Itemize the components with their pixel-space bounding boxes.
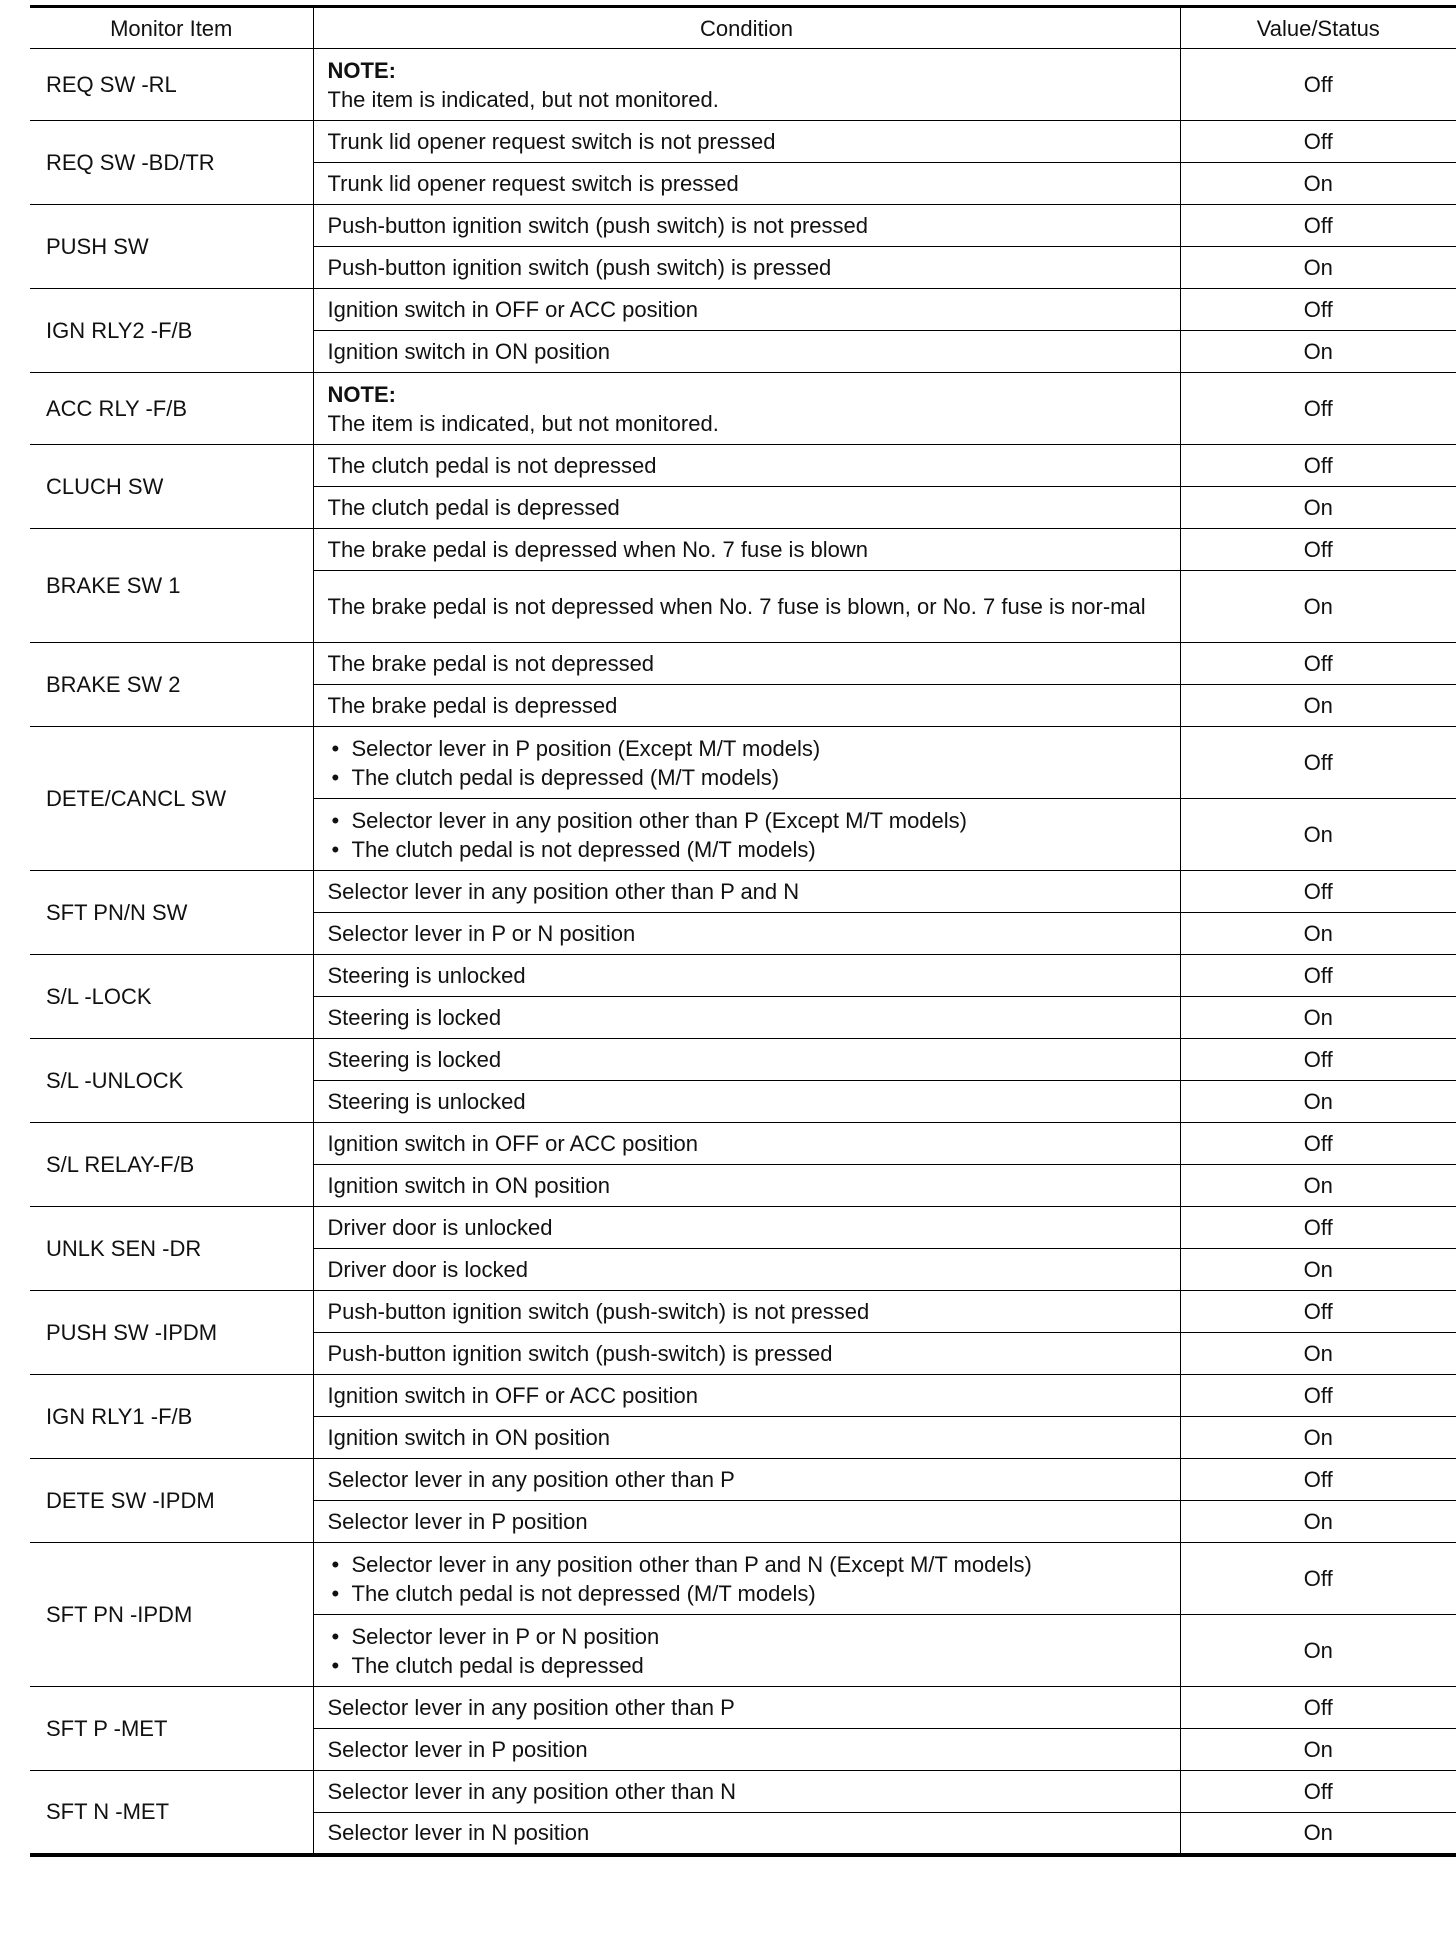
condition-bullet: • Selector lever in P position (Except M/T models) [328,734,1166,763]
monitor-item-cell: BRAKE SW 2 [30,643,313,727]
value-status-cell: On [1180,163,1456,205]
condition-cell: Push-button ignition switch (push switch) is pressed [313,247,1180,289]
condition-cell: Ignition switch in ON position [313,1165,1180,1207]
value-status-cell: On [1180,487,1456,529]
condition-cell: Steering is locked [313,997,1180,1039]
table-row [30,1291,1456,1333]
value-status-cell: Off [1180,529,1456,571]
monitor-item-cell: REQ SW -RL [30,49,313,121]
condition-cell: Ignition switch in ON position [313,331,1180,373]
condition-cell [313,1615,1180,1687]
value-status-cell: On [1180,1333,1456,1375]
note-text: The item is indicated, but not monitored. [327,410,719,436]
value-status-cell: Off [1180,955,1456,997]
table-row [30,1687,1456,1729]
monitor-item-cell: REQ SW -BD/TR [30,121,313,205]
monitor-item-cell: CLUCH SW [30,445,313,529]
condition-cell: The brake pedal is depressed when No. 7 fuse is blown [313,529,1180,571]
value-status-cell: On [1180,247,1456,289]
condition-bullet: • The clutch pedal is not depressed (M/T models) [328,1579,1166,1608]
condition-cell: Selector lever in any position other than P [313,1687,1180,1729]
value-status-cell: Off [1180,643,1456,685]
value-status-cell: Off [1180,871,1456,913]
condition-cell: Steering is unlocked [313,1081,1180,1123]
value-status-cell: Off [1180,1459,1456,1501]
value-status-cell: Off [1180,1291,1456,1333]
value-status-cell: On [1180,997,1456,1039]
value-status-cell: On [1180,913,1456,955]
table-row [30,1207,1456,1249]
note-label: NOTE: [327,381,396,407]
value-status-cell: Off [1180,205,1456,247]
table-row [30,373,1456,445]
value-status-cell: Off [1180,1039,1456,1081]
table-row [30,643,1456,685]
condition-cell: Trunk lid opener request switch is pressed [313,163,1180,205]
condition-cell: Ignition switch in OFF or ACC position [313,1375,1180,1417]
condition-cell: The brake pedal is not depressed [313,643,1180,685]
table-row [30,871,1456,913]
condition-cell [313,727,1180,799]
condition-cell: Selector lever in P position [313,1729,1180,1771]
table-header-row [30,7,1456,49]
monitor-item-cell: SFT PN -IPDM [30,1543,313,1687]
value-status-cell: On [1180,799,1456,871]
condition-cell: The brake pedal is depressed [313,685,1180,727]
value-status-cell: Off [1180,1687,1456,1729]
table-row [30,1771,1456,1813]
condition-bullet: • The clutch pedal is depressed [328,1651,1166,1680]
condition-cell: Selector lever in any position other than P [313,1459,1180,1501]
condition-cell: Ignition switch in OFF or ACC position [313,1123,1180,1165]
monitor-item-cell: PUSH SW -IPDM [30,1291,313,1375]
condition-bullet: • Selector lever in any position other than P (Except M/T models) [328,806,1166,835]
condition-bullet-list [328,1550,1166,1608]
table-row [30,955,1456,997]
condition-cell: Driver door is unlocked [313,1207,1180,1249]
note-label: NOTE: [327,57,396,83]
condition-cell: Push-button ignition switch (push-switch) is not pressed [313,1291,1180,1333]
condition-cell [313,373,1180,445]
monitor-item-table [30,5,1456,1857]
table-body [30,49,1456,1855]
table-row [30,1375,1456,1417]
condition-cell: Steering is locked [313,1039,1180,1081]
monitor-item-cell: DETE/CANCL SW [30,727,313,871]
value-status-cell: Off [1180,1207,1456,1249]
monitor-item-cell: SFT PN/N SW [30,871,313,955]
condition-bullet-list [328,806,1166,864]
value-status-cell: On [1180,1813,1456,1855]
monitor-item-cell: S/L -UNLOCK [30,1039,313,1123]
condition-cell: Driver door is locked [313,1249,1180,1291]
monitor-item-cell: BRAKE SW 1 [30,529,313,643]
condition-bullet: • Selector lever in P or N position [328,1622,1166,1651]
condition-cell [313,49,1180,121]
value-status-cell: On [1180,1165,1456,1207]
value-status-cell: Off [1180,1375,1456,1417]
value-status-cell: On [1180,1615,1456,1687]
condition-cell: Selector lever in P or N position [313,913,1180,955]
monitor-item-cell: S/L RELAY-F/B [30,1123,313,1207]
value-status-cell: On [1180,1081,1456,1123]
table-row [30,205,1456,247]
value-status-cell: On [1180,1729,1456,1771]
value-status-cell: Off [1180,121,1456,163]
condition-cell: Selector lever in any position other than N [313,1771,1180,1813]
table-row [30,289,1456,331]
condition-cell: Ignition switch in OFF or ACC position [313,289,1180,331]
table-row [30,49,1456,121]
condition-cell [313,1543,1180,1615]
monitor-item-cell: DETE SW -IPDM [30,1459,313,1543]
header-condition: Condition [313,7,1180,49]
value-status-cell: Off [1180,1771,1456,1813]
value-status-cell: On [1180,1249,1456,1291]
condition-bullet-list [328,1622,1166,1680]
value-status-cell: Off [1180,373,1456,445]
condition-cell: Ignition switch in ON position [313,1417,1180,1459]
condition-cell: The clutch pedal is not depressed [313,445,1180,487]
value-status-cell: Off [1180,1543,1456,1615]
value-status-cell: Off [1180,289,1456,331]
table-row [30,1543,1456,1615]
condition-cell: Push-button ignition switch (push-switch) is pressed [313,1333,1180,1375]
monitor-table-container [30,5,1456,1857]
condition-cell: Selector lever in any position other than P and N [313,871,1180,913]
table-row [30,1123,1456,1165]
value-status-cell: On [1180,331,1456,373]
condition-cell: Selector lever in P position [313,1501,1180,1543]
table-row [30,1459,1456,1501]
table-row [30,121,1456,163]
condition-cell: Push-button ignition switch (push switch) is not pressed [313,205,1180,247]
monitor-item-cell: UNLK SEN -DR [30,1207,313,1291]
value-status-cell: Off [1180,49,1456,121]
table-row [30,727,1456,799]
value-status-cell: On [1180,1501,1456,1543]
value-status-cell: On [1180,1417,1456,1459]
table-row [30,1039,1456,1081]
condition-cell [313,799,1180,871]
value-status-cell: Off [1180,1123,1456,1165]
table-row [30,445,1456,487]
monitor-item-cell: IGN RLY2 -F/B [30,289,313,373]
value-status-cell: On [1180,571,1456,643]
monitor-item-cell: ACC RLY -F/B [30,373,313,445]
condition-cell: The brake pedal is not depressed when No. 7 fuse is blown, or No. 7 fuse is nor-mal [313,571,1180,643]
note-text: The item is indicated, but not monitored. [327,86,719,112]
condition-cell: Trunk lid opener request switch is not pressed [313,121,1180,163]
condition-cell: Selector lever in N position [313,1813,1180,1855]
monitor-item-cell: SFT N -MET [30,1771,313,1855]
value-status-cell: On [1180,685,1456,727]
condition-cell: Steering is unlocked [313,955,1180,997]
monitor-item-cell: S/L -LOCK [30,955,313,1039]
condition-bullet-list [328,734,1166,792]
monitor-item-cell: PUSH SW [30,205,313,289]
monitor-item-cell: IGN RLY1 -F/B [30,1375,313,1459]
condition-cell: The clutch pedal is depressed [313,487,1180,529]
condition-bullet: • The clutch pedal is depressed (M/T models) [328,763,1166,792]
monitor-item-cell: SFT P -MET [30,1687,313,1771]
header-monitor-item: Monitor Item [30,7,313,49]
condition-bullet: • Selector lever in any position other than P and N (Except M/T models) [328,1550,1166,1579]
value-status-cell: Off [1180,445,1456,487]
table-row [30,529,1456,571]
condition-bullet: • The clutch pedal is not depressed (M/T models) [328,835,1166,864]
header-value-status: Value/Status [1180,7,1456,49]
value-status-cell: Off [1180,727,1456,799]
